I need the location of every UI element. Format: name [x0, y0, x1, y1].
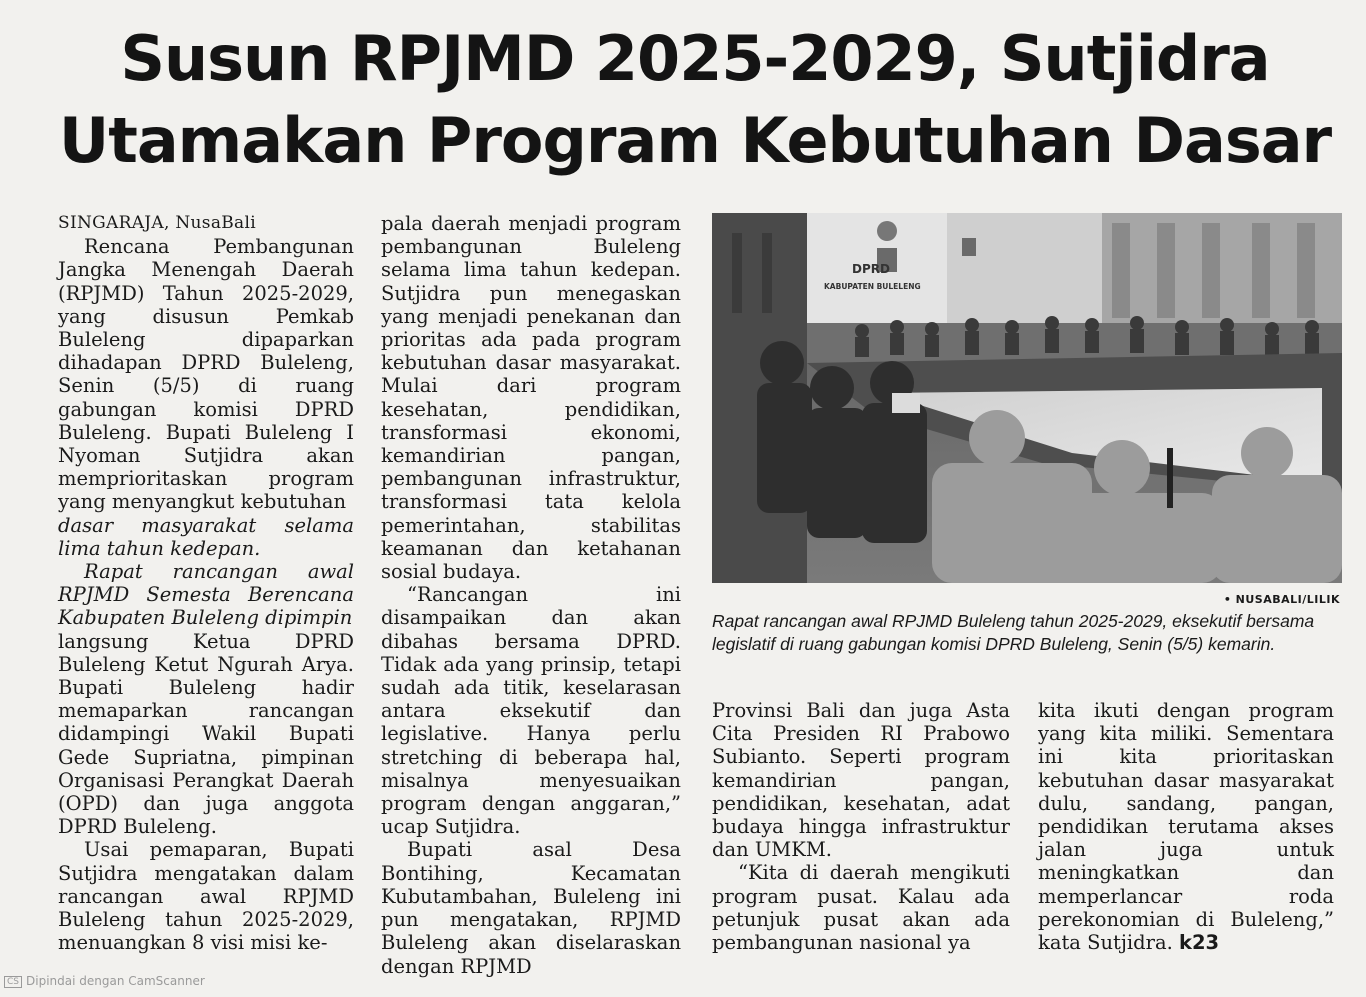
- paragraph: Rencana Pembangunan Jangka Menengah Daerah (RPJMD) Tahun 2025-2029, yang disusun Pemkab Buleleng dipaparkan dihadapan DPRD Buleleng, Senin (5/5) di ruang gabungan komisi DPRD Buleleng. Bupati Buleleng I Nyoman Sutjidra akan memprioritaskan program yang menyangkut kebutuhan: [58, 235, 354, 514]
- paragraph: dasar masyarakat selama lima tahun kedepan.: [58, 513, 354, 560]
- article-column-4: [1038, 699, 1334, 954]
- paragraph: [1038, 699, 1334, 954]
- meeting-photo: [712, 213, 1342, 583]
- microphone-icon: [1167, 448, 1173, 508]
- emblem-icon: [877, 221, 897, 241]
- meeting-photo-illustration: [712, 213, 1342, 583]
- paragraph: langsung Ketua DPRD Buleleng Ketut Ngurah Arya. Bupati Buleleng hadir memaparkan rancangan didampingi Wakil Bupati Gede Supriatna, pimpinan Organisasi Perangkat Daerah (OPD) dan juga anggota DPRD Buleleng.: [58, 629, 354, 839]
- dprd-sign-subtitle: KABUPATEN BULELENG: [824, 282, 921, 291]
- camscanner-icon: CS: [4, 976, 22, 988]
- headline-line-1: Susun RPJMD 2025-2029, Sutjidra: [120, 22, 1270, 95]
- paragraph: Rapat rancangan awal RPJMD Semesta Berencana Kabupaten Buleleng dipimpin: [58, 560, 354, 630]
- photo-credit: • NUSABALI/LILIK: [1223, 593, 1340, 606]
- article-column-3: [712, 699, 1010, 954]
- scanner-watermark: [4, 974, 205, 988]
- paragraph: Bupati asal Desa Bontihing, Kecamatan Kubutambahan, Buleleng ini pun mengatakan, RPJMD Buleleng akan diselaraskan dengan RPJMD: [381, 838, 681, 978]
- paragraph: pala daerah menjadi program pembangunan Buleleng selama lima tahun kedepan. Sutjidra pun menegaskan yang menjadi penekanan dan prioritas ada pada program kebutuhan dasar masyarakat. Mulai dari program kesehatan, pendidikan, transformasi ekonomi, kemandirian pangan, pembangunan infrastruktur, transformasi tata kelola pemerintahan, stabilitas keamanan dan ketahanan sosial budaya.: [381, 212, 681, 584]
- headline-line-2: Utamakan Program Kebutuhan Dasar: [58, 104, 1332, 177]
- photo-caption: Rapat rancangan awal RPJMD Buleleng tahun 2025-2029, eksekutif bersama legislatif di ruang gabungan komisi DPRD Buleleng, Senin (5/5) kemarin.: [712, 611, 1315, 654]
- dateline: SINGARAJA, NusaBali: [58, 213, 256, 233]
- paragraph: Usai pemaparan, Bupati Sutjidra mengatakan dalam rancangan awal RPJMD Buleleng tahun 2025-2029, menuangkan 8 visi misi ke-: [58, 838, 354, 955]
- scanner-label: Dipindai dengan CamScanner: [26, 974, 205, 988]
- author-initials: k23: [1178, 931, 1220, 955]
- article-column-1: [58, 212, 354, 955]
- paragraph: Provinsi Bali dan juga Asta Cita Presiden RI Prabowo Subianto. Seperti program kemandirian pangan, pendidikan, kesehatan, adat budaya hingga infrastruktur dan UMKM.: [712, 699, 1010, 862]
- paragraph-text: kita ikuti dengan program yang kita miliki. Sementara ini kita prioritaskan kebutuhan dasar masyarakat dulu, sandang, pangan, pendidikan terutama akses jalan juga untuk meningkatkan dan memperlancar roda perekonomian di Buleleng,” kata Sutjidra.: [1038, 699, 1334, 955]
- article-column-2: [381, 212, 681, 978]
- headline: [40, 18, 1350, 182]
- dprd-sign-title: DPRD: [852, 262, 890, 276]
- paragraph: “Rancangan ini disampaikan dan akan dibahas bersama DPRD. Tidak ada yang prinsip, tetapi sudah ada titik, keselarasan antara eksekutif dan legislative. Hanya perlu stretching di beberapa hal, misalnya menyesuaikan program dengan anggaran,” ucap Sutjidra.: [381, 583, 681, 839]
- paragraph: “Kita di daerah mengikuti program pusat. Kalau ada petunjuk pusat akan ada pembangunan nasional ya: [712, 861, 1010, 955]
